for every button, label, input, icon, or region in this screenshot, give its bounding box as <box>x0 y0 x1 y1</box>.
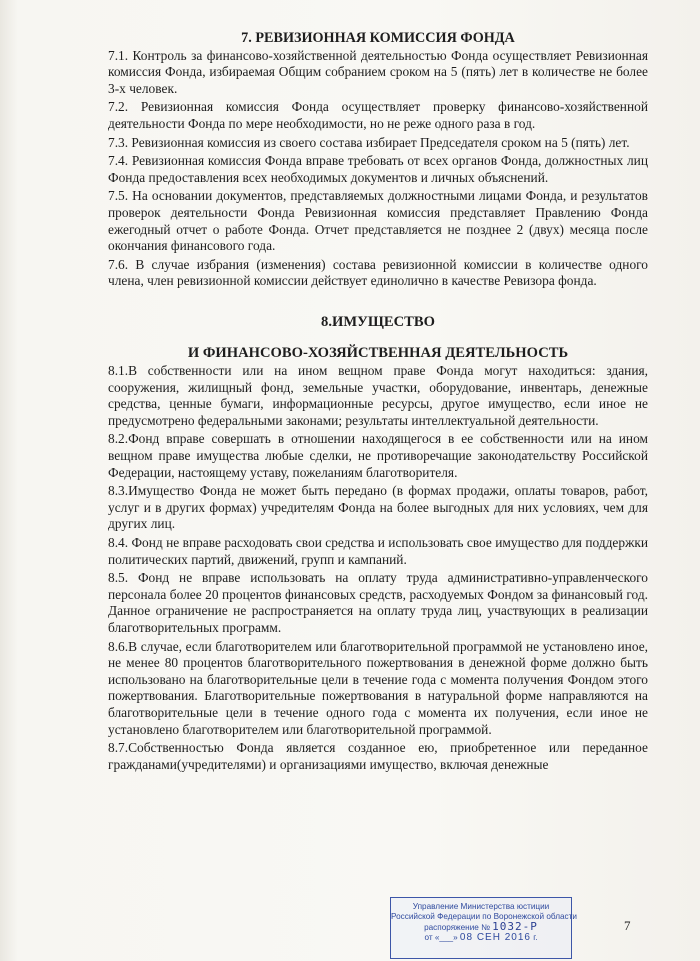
stamp-date-suffix: г. <box>533 933 538 942</box>
page-number: 7 <box>624 918 631 933</box>
stamp-order-number: 1032-Р <box>492 920 538 933</box>
section-8-title-line2: И ФИНАНСОВО-ХОЗЯЙСТВЕННАЯ ДЕЯТЕЛЬНОСТЬ <box>187 344 569 361</box>
stamp-date-row <box>391 933 571 943</box>
stamp-order-label: распоряжение № <box>424 923 490 932</box>
stamp-line-2: Российской Федерации по Воронежской области <box>391 912 577 921</box>
paragraph-7-2: 7.2. Ревизионная комиссия Фонда осуществляет проверку финансово-хозяйственной деятельности Фонда по мере необходимости, но не реже одного раза в год. <box>108 99 648 131</box>
paragraph-8-4: 8.4. Фонд не вправе расходовать свои средства и использовать свое имущество для поддержки политических партий, движений, групп и кампаний. <box>108 535 648 567</box>
paragraph-7-1: 7.1. Контроль за финансово-хозяйственной деятельностью Фонда осуществляет Ревизионная комиссия Фонда, избираемая Общим собранием сроком на 5 (пять) лет в количестве не более 3-х человек. <box>108 47 648 96</box>
stamp-date: 08 СЕН 2016 <box>459 932 531 943</box>
paragraph-7-5: 7.5. На основании документов, представляемых должностными лицами Фонда, и результатов проверок деятельности Фонда Ревизионная комиссия представляет Правлению Фонда ежегодный отчет о работе Фонда. Отчет представляется не позднее 2 (двух) месяца после окончания финансового года. <box>108 188 648 254</box>
section-8-title-line1: 8.ИМУЩЕСТВО <box>321 313 435 330</box>
paragraph-8-5: 8.5. Фонд не вправе использовать на оплату труда административно-управленческого персонала более 20 процентов финансовых средств, расходуемых Фондом за финансовый год. Данное ограничение не распространяется на оплату труда лиц, участвующих в реализации благотворительных программ. <box>108 570 648 635</box>
paragraph-7-4: 7.4. Ревизионная комиссия Фонда вправе требовать от всех органов Фонда, должностных лиц Фонда предоставления всех необходимых документов и личных объяснений. <box>108 153 648 185</box>
paragraph-8-3: 8.3.Имущество Фонда не может быть передано (в формах продажи, оплаты товаров, работ, услуг и в других формах) учредителям Фонда на более выгодных для них условиях, чем для других лиц. <box>108 483 648 532</box>
paragraph-8-1: 8.1.В собственности или на ином вещном праве Фонда могут находиться: здания, сооружения, жилищный фонд, земельные участки, оборудование, инвентарь, денежные средства, ценные бумаги, информационные ресурсы, другое имущество, если иное не предусмотрено федеральными законами; результаты интеллектуальной деятельности. <box>108 363 648 428</box>
paragraph-8-6: 8.6.В случае, если благотворителем или благотворительной программой не установлено иное, не менее 80 процентов благотворительного пожертвования в денежной форме должно быть использовано на благотворительные цели в течение года с момента получения Фондом этого пожертвования. Благотворительные пожертвования в натуральной форме направляются на благотворительные цели в течение одного года с момента их получения, если иное не установлено благотворителем или благотворительной программой. <box>108 638 648 737</box>
section-7-title: 7. РЕВИЗИОННАЯ КОМИССИЯ ФОНДА <box>241 30 515 46</box>
stamp-line-1: Управление Министерства юстиции <box>412 902 550 911</box>
registration-stamp <box>390 897 577 959</box>
paragraph-8-7: 8.7.Собственностью Фонда является созданное ею, приобретенное или переданное гражданами(учредителями) и организациями имущество, включая денежные <box>108 740 648 772</box>
stamp-date-label: от «___» <box>424 933 458 942</box>
paragraph-7-6: 7.6. В случае избрания (изменения) состава ревизионной комиссии в количестве одного члена, член ревизионной комиссии действует единолично в качестве Ревизора фонда. <box>108 256 648 289</box>
paragraph-7-3: 7.3. Ревизионная комиссия из своего состава избирает Председателя сроком на 5 (пять) лет. <box>108 134 630 150</box>
document-body <box>108 30 648 775</box>
paragraph-8-2: 8.2.Фонд вправе совершать в отношении находящегося в ее собственности или на ином вещном праве имущества любые сделки, не противоречащие законодательству Российской Федерации, настоящему уставу, пожеланиям благотворителя. <box>108 431 648 480</box>
